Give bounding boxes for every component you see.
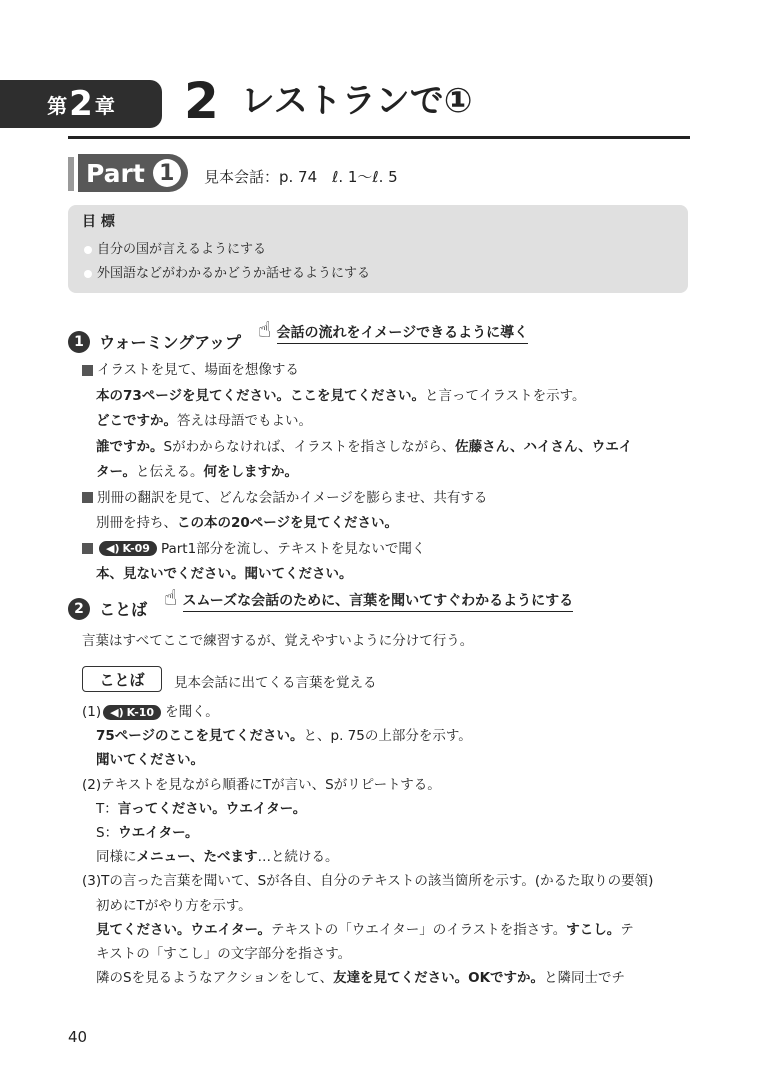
text-span: すこし。: [566, 921, 621, 938]
text-line: [96, 562, 353, 582]
section1-title: ウォーミングアップ: [99, 333, 242, 352]
text-span: と隣同士でチ: [544, 970, 626, 987]
text-span: メニュー、たべます: [136, 849, 258, 866]
text-span: 75ページのここを見てください。: [96, 728, 304, 745]
chapter-prefix: 第: [47, 93, 68, 118]
section2-heading: [68, 597, 147, 620]
section1-point: 会話の流れをイメージできるように導く: [277, 325, 529, 344]
text-span: 答えは母語でもよい。: [177, 413, 312, 429]
list-prefix: (2): [82, 776, 102, 793]
section2-intro: 言葉はすべてここで練習するが、覚えやすいように分けて行う。: [82, 633, 474, 649]
text-line: [82, 358, 299, 378]
text-span: ター。: [96, 464, 136, 480]
square-bullet-icon: [82, 492, 93, 503]
chapter-number: 2: [69, 84, 93, 124]
text-span: S：: [96, 825, 119, 841]
text-span: 誰ですか。: [96, 438, 164, 455]
text-span: 本の73ページを見てください。ここを見てください。: [96, 387, 426, 404]
text-line: [82, 773, 441, 793]
text-span: 別冊を持ち、: [96, 515, 177, 531]
text-span: この本の20ページを見てください。: [177, 515, 399, 531]
text-span: Tの言った言葉を聞いて、Sが各自、自分のテキストの該当箇所を示す。(かるた取りの要領): [101, 873, 654, 890]
part-label: Part: [86, 158, 145, 188]
part-accent-bar: [68, 157, 74, 191]
text-span: を聞く。: [165, 704, 219, 720]
bullet-icon: [84, 246, 92, 254]
page-number: 40: [68, 1028, 88, 1046]
text-span: 本、見ないでください。聞いてください。: [96, 566, 353, 582]
text-line: [82, 486, 487, 506]
text-line: [96, 894, 252, 914]
section1-heading: [68, 330, 241, 353]
text-span: Sがわからなければ、イラストを指さしながら、: [163, 438, 456, 455]
page-title: [184, 72, 473, 130]
pointing-hand-icon: ☝: [164, 586, 178, 611]
text-span: 友達を見てください。OKですか。: [333, 970, 545, 987]
text-span: テキストを見ながら順番にTが言い、Sがリピートする。: [101, 776, 441, 793]
text-span: 別冊の翻訳を見て、どんな会話かイメージを膨らませ、共有する: [97, 489, 488, 506]
point-note-2: [164, 586, 573, 611]
audio-track-badge: [99, 541, 157, 556]
part-banner: [78, 154, 188, 192]
text-line: [96, 748, 204, 768]
text-line: [82, 869, 653, 889]
section2-title: ことば: [99, 600, 148, 619]
square-bullet-icon: [82, 543, 93, 554]
text-span: 同様に: [96, 849, 137, 866]
part-number: 1: [153, 159, 181, 187]
text-span: T：: [96, 800, 118, 817]
text-line: [96, 460, 298, 480]
title-rule: [68, 136, 690, 139]
text-span: と伝える。: [135, 464, 204, 480]
text-span: 聞いてください。: [96, 752, 204, 769]
text-span: と言ってイラストを示す。: [425, 387, 586, 404]
section2-point: スムーズな会話のために、言葉を聞いてすぐわかるようにする: [183, 593, 574, 612]
chapter-tab: [0, 80, 162, 128]
speaker-icon: ◀): [106, 542, 120, 555]
text-span: Part1部分を流し、テキストを見ないで聞く: [160, 540, 426, 557]
goal-item: 自分の国が言えるようにする: [84, 238, 266, 257]
list-prefix: (3): [82, 873, 102, 890]
text-span: どこですか。: [96, 413, 177, 429]
text-span: と、p. 75の上部分を示す。: [303, 728, 472, 745]
audio-track-badge: [103, 705, 161, 720]
title-number: 2: [184, 72, 219, 130]
text-line: [96, 845, 338, 865]
text-line: [96, 384, 586, 404]
text-line: [96, 821, 199, 841]
section2-number: 2: [68, 598, 90, 620]
goals-heading: 目 標: [82, 214, 115, 230]
text-line: [96, 409, 312, 429]
text-span: テキストの「ウエイター」のイラストを指さす。: [270, 921, 567, 938]
goal-item: 外国語などがわかるかどうか話せるようにする: [84, 262, 370, 281]
text-line: [96, 918, 634, 938]
text-line: [96, 942, 351, 962]
pointing-hand-icon: ☝: [258, 318, 272, 343]
text-line: [96, 966, 625, 986]
square-bullet-icon: [82, 365, 93, 376]
text-span: テ: [620, 921, 634, 938]
text-span: 初めにTがやり方を示す。: [96, 897, 252, 914]
text-span: 言ってください。ウエイター。: [117, 800, 307, 817]
section1-number: 1: [68, 331, 90, 353]
bullet-icon: [84, 270, 92, 278]
text-line: [96, 797, 306, 817]
part-reference: 見本会話：p. 74 ℓ. 1〜ℓ. 5: [204, 168, 398, 186]
text-span: キストの「すこし」の文字部分を指さす。: [96, 946, 352, 962]
text-span: 佐藤さん、ハイさん、ウエイ: [455, 438, 633, 455]
title-text: レストランで①: [240, 81, 473, 121]
chapter-suffix: 章: [94, 93, 115, 118]
text-span: …と続ける。: [257, 849, 339, 866]
kotoba-description: 見本会話に出てくる言葉を覚える: [174, 675, 377, 691]
point-note-1: [258, 318, 528, 343]
list-prefix: (1): [82, 704, 102, 720]
text-line: [82, 537, 425, 557]
text-span: ウエイター。: [118, 825, 199, 841]
text-line: [96, 511, 398, 531]
text-span: 隣のSを見るようなアクションをして、: [96, 970, 334, 987]
speaker-icon: ◀): [110, 705, 124, 719]
text-span: イラストを見て、場面を想像する: [97, 362, 299, 378]
text-line: [82, 700, 219, 720]
text-line: [96, 435, 632, 455]
kotoba-label-box: ことば: [82, 666, 162, 692]
text-span: 何をしますか。: [203, 464, 298, 480]
audio-track-id: K-09: [122, 542, 150, 555]
text-span: 見てください。ウエイター。: [96, 921, 271, 938]
text-line: [96, 724, 472, 744]
audio-track-id: K-10: [126, 705, 155, 719]
